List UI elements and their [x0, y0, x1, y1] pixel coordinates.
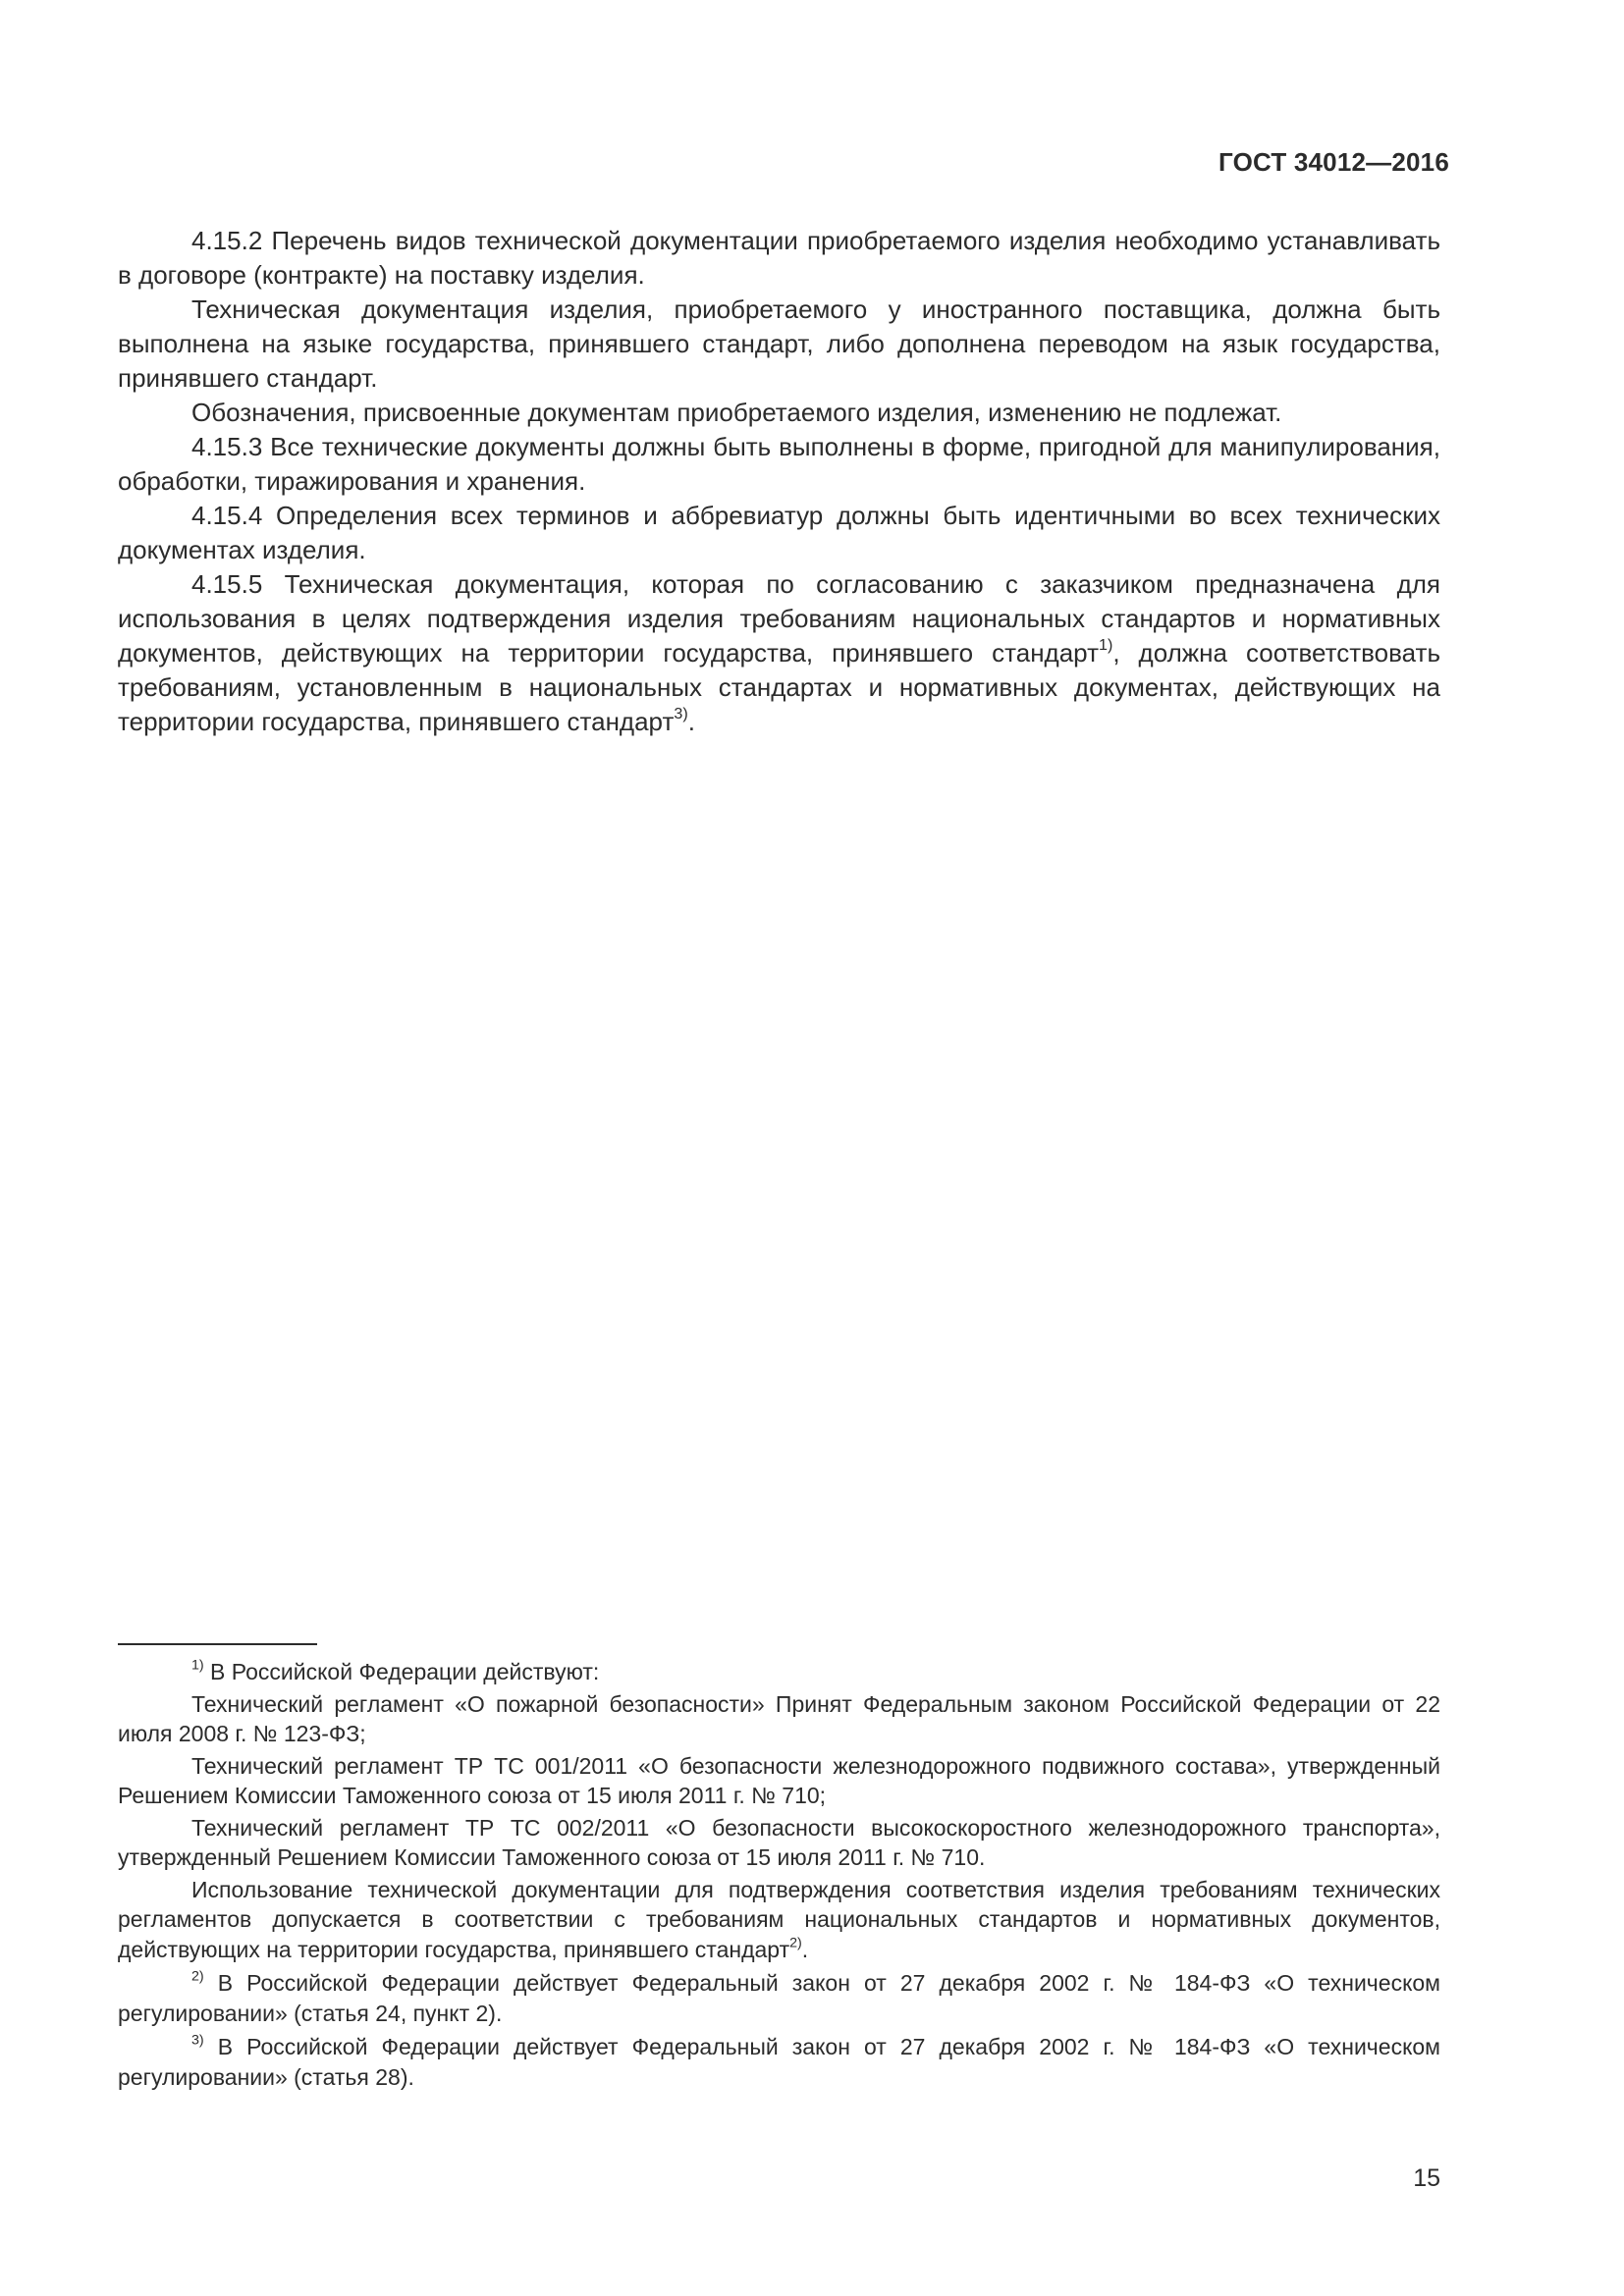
- footnote-1-usage-text: Использование технической документации для подтверждения соответствия изделия требованиям технических регламентов допускается в соответствии с требованиям национальных стандартов и нормативных документов, действующих на территории государства, принявшего стандарт: [118, 1876, 1440, 1962]
- footnote-1-title-text: В Российской Федерации действуют:: [203, 1659, 600, 1684]
- paragraph-4-15-4: 4.15.4 Определения всех терминов и аббревиатур должны быть идентичными во всех технических документах изделия.: [118, 501, 1440, 564]
- footnote-2-mark: 2): [191, 1968, 204, 1985]
- footnote-2-text: В Российской Федерации действует Федеральный закон от 27 декабря 2002 г. № 184-ФЗ «О техническом регулировании» (статья 24, пункт 2).: [118, 1970, 1440, 2026]
- paragraph-4-15-5-end: .: [687, 707, 695, 736]
- paragraph-designations: Обозначения, присвоенные документам приобретаемого изделия, изменению не подлежат.: [191, 398, 1282, 427]
- footnote-2: [118, 1968, 1440, 2028]
- footnote-3-text: В Российской Федерации действует Федеральный закон от 27 декабря 2002 г. № 184-ФЗ «О техническом регулировании» (статья 28).: [118, 2034, 1440, 2090]
- paragraph-4-15-2: 4.15.2 Перечень видов технической документации приобретаемого изделия необходимо устанавливать в договоре (контракте) на поставку изделия.: [118, 226, 1440, 290]
- footnote-3-mark: 3): [191, 2032, 204, 2049]
- document-code: ГОСТ 34012—2016: [1218, 147, 1449, 177]
- page-number: 15: [1413, 2164, 1440, 2192]
- paragraph-foreign-supplier: Техническая документация изделия, приобретаемого у иностранного поставщика, должна быть выполнена на языке государства, принявшего стандарт, либо дополнена переводом на язык государства, принявшего стандарт.: [118, 294, 1440, 393]
- footnote-ref-1[interactable]: 1): [1098, 635, 1113, 654]
- footnote-1-usage: [118, 1875, 1440, 1965]
- footnote-1-item-tr-ts-002: Технический регламент ТР ТС 002/2011 «О безопасности высокоскоростного железнодорожного транспорта», утвержденный Решением Комиссии Таможенного союза от 15 июля 2011 г. № 710.: [118, 1814, 1440, 1870]
- footnote-1-item-tr-ts-001: Технический регламент ТР ТС 001/2011 «О безопасности железнодорожного подвижного состава», утвержденный Решением Комиссии Таможенного союза от 15 июля 2011 г. № 710;: [118, 1752, 1440, 1808]
- paragraph-4-15-5-part1: 4.15.5 Техническая документация, которая по согласованию с заказчиком предназначена для использования в целях подтверждения изделия требованиям национальных стандартов и нормативных документов, действующих на территории государства, принявшего стандарт: [118, 569, 1440, 667]
- footnote-ref-2[interactable]: 2): [789, 1934, 802, 1950]
- footnotes: [118, 1657, 1440, 2094]
- footnote-1-mark: 1): [191, 1657, 204, 1674]
- footnote-1-usage-end: .: [801, 1936, 809, 1962]
- footnote-3: [118, 2032, 1440, 2092]
- footnote-separator: [118, 1643, 317, 1645]
- main-text: [118, 224, 1440, 739]
- paragraph-4-15-3: 4.15.3 Все технические документы должны быть выполнены в форме, пригодной для манипулирования, обработки, тиражирования и хранения.: [118, 432, 1440, 496]
- footnote-1-title: [118, 1657, 1440, 1687]
- paragraph-4-15-5-part2: , должна соответствовать требованиям, установленным в национальных стандартах и нормативных документах, действующих на территории государства, принявшего стандарт: [118, 638, 1440, 736]
- paragraph-4-15-5: [118, 567, 1440, 739]
- footnote-1-item-fire-safety: Технический регламент «О пожарной безопасности» Принят Федеральным законом Российской Федерации от 22 июля 2008 г. № 123-ФЗ;: [118, 1690, 1440, 1746]
- footnote-ref-3[interactable]: 3): [674, 704, 688, 722]
